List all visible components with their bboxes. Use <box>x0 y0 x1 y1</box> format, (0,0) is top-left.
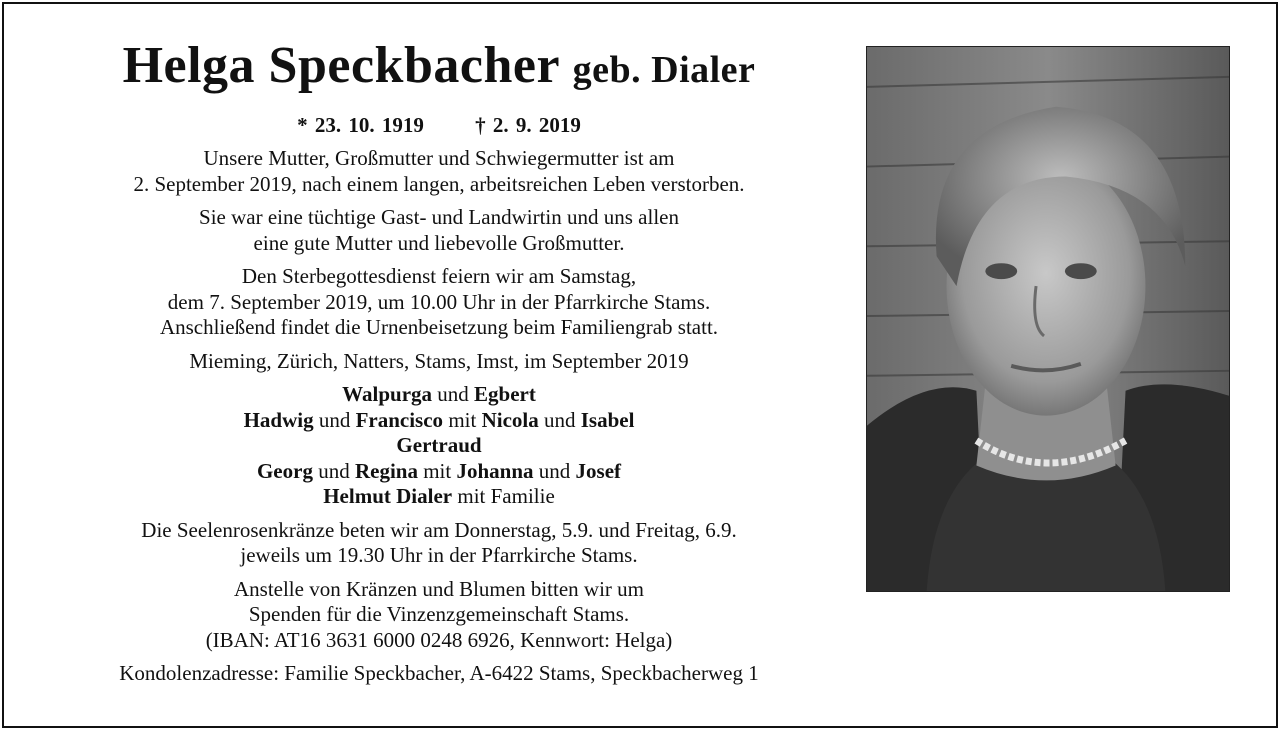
family-member-name: Francisco <box>355 407 444 432</box>
paragraph-line: Anschließend findet die Urnenbeisetzung beim Familiengrab statt. <box>159 315 719 339</box>
paragraph <box>24 205 854 256</box>
paragraph <box>24 661 854 687</box>
family-connector: mit Familie <box>452 484 555 508</box>
full-name: Helga Speckbacher <box>122 37 560 94</box>
family-member-name: Gertraud <box>396 433 482 457</box>
paragraph-line: Spenden für die Vinzenzgemeinschaft Stams. <box>248 602 630 626</box>
paragraph-line: 2. September 2019, nach einem langen, arbeitsreichen Leben verstorben. <box>133 171 745 196</box>
paragraph-line: (IBAN: AT16 3631 6000 0248 6926, Kennwort: Helga) <box>205 627 673 652</box>
family-member-name: Helmut Dialer <box>323 484 453 508</box>
paragraph <box>24 577 854 654</box>
family-member-name: Isabel <box>580 407 635 432</box>
maiden-name: geb. Dialer <box>572 49 756 91</box>
portrait-photo <box>866 46 1230 592</box>
paragraph-line: Den Sterbegottesdienst feiern wir am Samstag, <box>241 264 637 288</box>
family-line <box>24 408 854 434</box>
portrait-photo-icon <box>867 47 1229 591</box>
paragraph <box>24 349 854 375</box>
family-member-name: Regina <box>354 458 418 483</box>
family-member-name: Josef <box>575 458 622 483</box>
family-connector: und <box>432 382 475 406</box>
family-list <box>24 382 854 510</box>
paragraph <box>24 264 854 341</box>
family-member-name: Egbert <box>474 382 536 406</box>
paragraph-line: Unsere Mutter, Großmutter und Schwiegermutter ist am <box>203 146 675 170</box>
closing-paragraphs <box>24 518 854 687</box>
death-date: † 2. 9. 2019 <box>475 113 581 137</box>
family-connector: und <box>313 407 356 432</box>
family-connector: mit <box>417 458 457 483</box>
paragraph-line: eine gute Mutter und liebevolle Großmutter. <box>253 230 625 255</box>
family-connector: und <box>533 458 576 483</box>
paragraph-line: Kondolenzadresse: Familie Speckbacher, A-6422 Stams, Speckbacherweg 1 <box>119 661 759 685</box>
life-dates <box>24 112 854 138</box>
family-connector: und <box>538 407 581 432</box>
birth-date: * 23. 10. 1919 <box>297 113 424 137</box>
paragraph-line: Anstelle von Kränzen und Blumen bitten wir um <box>233 576 644 601</box>
paragraph-line: dem 7. September 2019, um 10.00 Uhr in der Pfarrkirche Stams. <box>167 289 711 314</box>
family-line <box>24 484 854 510</box>
deceased-name <box>24 34 854 102</box>
family-line <box>24 382 854 408</box>
family-line <box>24 459 854 485</box>
family-connector: mit <box>443 407 482 432</box>
paragraph-line: Die Seelenrosenkränze beten wir am Donnerstag, 5.9. und Freitag, 6.9. <box>141 517 737 542</box>
paragraph-line: Mieming, Zürich, Natters, Stams, Imst, im September 2019 <box>189 348 689 373</box>
paragraph <box>24 146 854 197</box>
announcement-paragraphs <box>24 146 854 374</box>
family-member-name: Hadwig <box>243 407 314 432</box>
family-line <box>24 433 854 459</box>
family-connector: und <box>312 458 355 483</box>
paragraph-line: Sie war eine tüchtige Gast- und Landwirtin und uns allen <box>199 205 679 229</box>
family-member-name: Nicola <box>481 407 539 432</box>
family-member-name: Georg <box>256 458 313 483</box>
paragraph <box>24 518 854 569</box>
family-member-name: Johanna <box>456 458 534 483</box>
obituary-text <box>24 34 854 687</box>
family-member-name: Walpurga <box>342 382 433 406</box>
paragraph-line: jeweils um 19.30 Uhr in der Pfarrkirche Stams. <box>240 543 638 567</box>
